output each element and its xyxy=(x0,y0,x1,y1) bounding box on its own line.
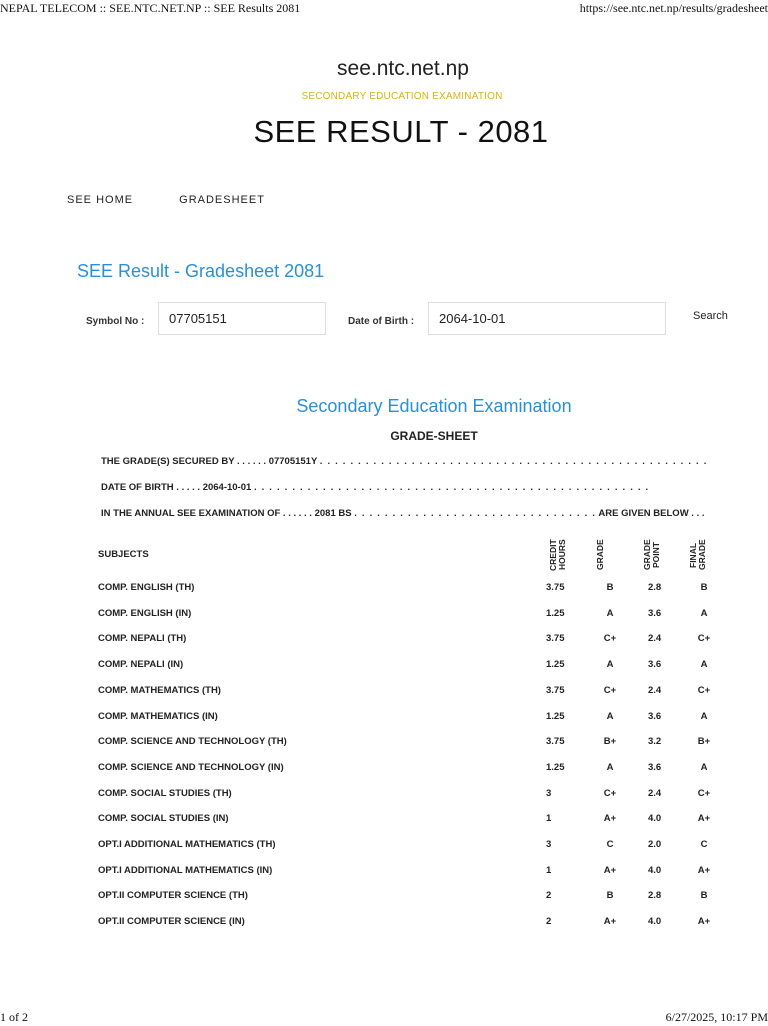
gradesheet-title: GRADE-SHEET xyxy=(390,429,478,443)
table-row xyxy=(0,659,768,679)
print-header xyxy=(0,1,768,17)
dob-line xyxy=(101,482,649,493)
final-grade-cell: A xyxy=(700,761,708,773)
table-row xyxy=(0,685,768,705)
page-count: 1 of 2 xyxy=(0,1010,28,1024)
grade-point-cell: 3.6 xyxy=(648,710,662,722)
credit-cell: 1 xyxy=(546,813,552,825)
credit-cell: 1.25 xyxy=(546,761,565,773)
table-row xyxy=(0,890,768,910)
dot-leader: . . . . . . . . . . . . . . . . . . . . . . . . . . . . . . . . xyxy=(354,508,597,519)
header-final-grade: FINAL GRADE xyxy=(688,539,707,571)
form-heading: SEE Result - Gradesheet 2081 xyxy=(77,261,325,281)
grade-cell: C xyxy=(606,839,614,850)
credit-cell: 3 xyxy=(546,787,552,799)
subject-cell: COMP. NEPALI (TH) xyxy=(98,633,187,645)
grade-point-cell: 3.6 xyxy=(648,659,662,671)
symbol-label: Symbol No : xyxy=(86,316,145,327)
exam-value: 2081 BS xyxy=(314,508,352,519)
table-row xyxy=(0,582,768,602)
subject-cell: COMP. ENGLISH (TH) xyxy=(98,582,195,593)
credit-cell: 2 xyxy=(546,890,552,902)
credit-cell: 3.75 xyxy=(546,582,565,593)
final-grade-cell: A xyxy=(700,659,708,671)
header-grade-point: GRADE POINT xyxy=(642,539,661,571)
table-row xyxy=(0,813,768,833)
dob-input[interactable] xyxy=(428,302,666,335)
table-row xyxy=(0,608,768,628)
final-grade-cell: A+ xyxy=(697,813,711,825)
exam-line xyxy=(101,508,705,519)
credit-cell: 1.25 xyxy=(546,607,565,619)
grade-point-cell: 2.8 xyxy=(648,582,662,593)
credit-cell: 3.75 xyxy=(546,633,565,645)
grade-cell: A+ xyxy=(603,864,617,876)
grade-point-cell: 4.0 xyxy=(648,813,662,825)
nav-gradesheet[interactable]: GRADESHEET xyxy=(179,194,265,206)
final-grade-cell: C+ xyxy=(697,787,711,799)
grade-point-cell: 2.0 xyxy=(648,839,662,850)
grade-cell: A+ xyxy=(603,916,617,928)
grade-cell: C+ xyxy=(603,633,617,645)
credit-cell: 1.25 xyxy=(546,710,565,722)
credit-cell: 3.75 xyxy=(546,684,565,696)
symbol-input[interactable] xyxy=(158,302,326,335)
credit-cell: 1.25 xyxy=(546,659,565,671)
table-row xyxy=(0,865,768,885)
table-row xyxy=(0,762,768,782)
table-row xyxy=(0,736,768,756)
grade-cell: B xyxy=(606,890,614,902)
subject-cell: COMP. SOCIAL STUDIES (TH) xyxy=(98,787,232,799)
subject-cell: COMP. SCIENCE AND TECHNOLOGY (IN) xyxy=(98,761,284,773)
grade-cell: A+ xyxy=(603,813,617,825)
dot-leader: . . . . . . . . . . . . . . . . . . . . . . . . . . . . . . . . . . . . . . . . . . . . . . . . . . . xyxy=(319,456,708,467)
credit-cell: 1 xyxy=(546,864,552,876)
secured-by-line xyxy=(101,456,708,467)
grade-point-cell: 3.6 xyxy=(648,761,662,773)
dob-label: Date of Birth : xyxy=(348,316,415,327)
page-title: SEE RESULT - 2081 xyxy=(253,114,549,149)
grade-cell: B xyxy=(606,582,614,593)
table-row xyxy=(0,711,768,731)
subject-cell: OPT.I ADDITIONAL MATHEMATICS (TH) xyxy=(98,839,276,850)
dot-leader: . . . . . . . . . . . . . . . . . . . . . . . . . . . . . . . . . . . . . . . . . . . . . . . . . . . . xyxy=(253,482,650,493)
subject-cell: COMP. NEPALI (IN) xyxy=(98,659,184,671)
final-grade-cell: C xyxy=(700,839,708,850)
table-row xyxy=(0,633,768,653)
print-timestamp: 6/27/2025, 10:17 PM xyxy=(665,1010,768,1024)
grade-cell: C+ xyxy=(603,684,617,696)
final-grade-cell: C+ xyxy=(697,684,711,696)
grade-cell: A xyxy=(606,659,614,671)
grade-point-cell: 3.6 xyxy=(648,607,662,619)
final-grade-cell: A+ xyxy=(697,864,711,876)
credit-cell: 2 xyxy=(546,916,552,928)
final-grade-cell: A xyxy=(700,710,708,722)
grade-cell: A xyxy=(606,761,614,773)
credit-cell: 3.75 xyxy=(546,736,565,748)
grade-point-cell: 2.4 xyxy=(648,684,662,696)
nav-see-home[interactable]: SEE HOME xyxy=(67,194,134,206)
dob-value: 2064-10-01 xyxy=(202,482,252,493)
final-grade-cell: B xyxy=(700,890,708,902)
header-grade: GRADE xyxy=(595,539,605,571)
header-credit-hours: CREDIT HOURS xyxy=(548,539,567,571)
final-grade-cell: A xyxy=(700,607,708,619)
subject-cell: COMP. ENGLISH (IN) xyxy=(98,607,192,619)
final-grade-cell: A+ xyxy=(697,916,711,928)
exam-prefix: IN THE ANNUAL SEE EXAMINATION OF . . . . . . xyxy=(101,508,312,519)
secured-by-prefix: THE GRADE(S) SECURED BY . . . . . . xyxy=(101,456,267,467)
final-grade-cell: C+ xyxy=(697,633,711,645)
site-name: see.ntc.net.np xyxy=(337,57,469,80)
secured-by-value: 07705151Y xyxy=(268,456,318,467)
site-subtitle: SECONDARY EDUCATION EXAMINATION xyxy=(301,91,503,102)
grade-cell: C+ xyxy=(603,787,617,799)
credit-cell: 3 xyxy=(546,839,552,850)
subject-cell: COMP. SOCIAL STUDIES (IN) xyxy=(98,813,229,825)
print-header-title: NEPAL TELECOM :: SEE.NTC.NET.NP :: SEE Results 2081 xyxy=(0,1,301,15)
grade-cell: B+ xyxy=(603,736,617,748)
table-row xyxy=(0,788,768,808)
grade-cell: A xyxy=(606,710,614,722)
grade-cell: A xyxy=(606,607,614,619)
subject-cell: COMP. MATHEMATICS (TH) xyxy=(98,684,221,696)
exam-suffix: ARE GIVEN BELOW . . . xyxy=(598,508,705,519)
header-subjects: SUBJECTS xyxy=(98,549,149,560)
subject-cell: COMP. MATHEMATICS (IN) xyxy=(98,710,218,722)
grade-point-cell: 3.2 xyxy=(648,736,662,748)
search-button[interactable]: Search xyxy=(693,310,728,322)
grade-point-cell: 2.4 xyxy=(648,633,662,645)
table-row xyxy=(0,916,768,936)
table-row xyxy=(0,839,768,859)
grade-point-cell: 4.0 xyxy=(648,916,662,928)
subject-cell: OPT.I ADDITIONAL MATHEMATICS (IN) xyxy=(98,864,273,876)
final-grade-cell: B+ xyxy=(697,736,711,748)
dob-prefix: DATE OF BIRTH . . . . . xyxy=(101,482,201,493)
print-header-url: https://see.ntc.net.np/results/gradesheet xyxy=(579,1,768,15)
subject-cell: COMP. SCIENCE AND TECHNOLOGY (TH) xyxy=(98,736,287,748)
grade-point-cell: 2.4 xyxy=(648,787,662,799)
main-nav xyxy=(67,194,307,206)
grade-point-cell: 2.8 xyxy=(648,890,662,902)
exam-title: Secondary Education Examination xyxy=(296,396,572,416)
subject-cell: OPT.II COMPUTER SCIENCE (TH) xyxy=(98,890,248,902)
grade-point-cell: 4.0 xyxy=(648,864,662,876)
final-grade-cell: B xyxy=(700,582,708,593)
subject-cell: OPT.II COMPUTER SCIENCE (IN) xyxy=(98,916,245,928)
